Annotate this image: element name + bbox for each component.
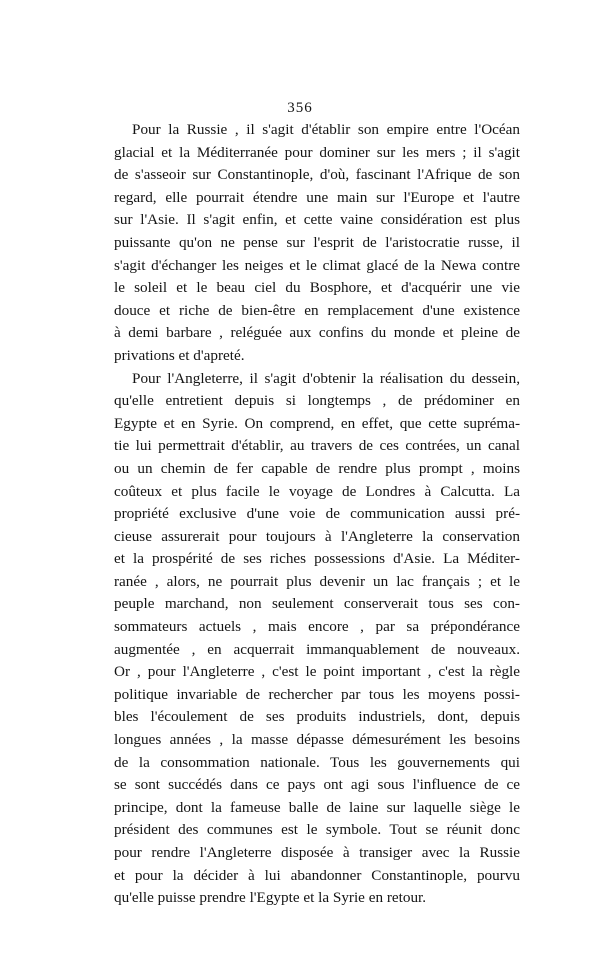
paragraph-2-line: pour rendre l'Angleterre disposée à transiger avec la Russie [114, 844, 520, 861]
paragraph-1-line: de s'asseoir sur Constantinople, d'où, fascinant l'Afrique de son [114, 166, 520, 184]
body-text [114, 119, 520, 910]
paragraph-2-line: se sont succédés dans ce pays ont agi sous l'influence de ce [114, 776, 520, 794]
paragraph-2-line: bles l'écoulement de ses produits industriels, dont, depuis [114, 708, 520, 726]
paragraph-1-line: privations et d'apreté. [114, 346, 245, 364]
paragraph-2-line: ranée , alors, ne pourrait plus devenir un lac français ; et le [114, 572, 520, 590]
paragraph-2-line: politique invariable de rechercher par tous les moyens possi- [114, 685, 520, 703]
paragraph-1-line: puissante qu'on ne pense sur l'esprit de l'aristocratie russe, il [114, 233, 520, 251]
paragraph-2-line: Or , pour l'Angleterre , c'est le point important , c'est la règle [114, 663, 520, 681]
paragraph-2-line: coûteux et plus facile le voyage de Londres à Calcutta. La [114, 482, 520, 500]
paragraph-2-line: longues années , la masse dépasse démesurément les besoins [114, 731, 520, 749]
paragraph-1-line: Pour la Russie , il s'agit d'établir son empire entre l'Océan [132, 121, 520, 138]
paragraph-1-line: à demi barbare , reléguée aux confins du monde et pleine de [114, 324, 520, 342]
paragraph-2-line: peuple marchand, non seulement conserverait tous ses con- [114, 595, 520, 613]
paragraph-2-line: augmentée , en acquerrait immanquablement de nouveaux. [114, 640, 520, 658]
paragraph-2-line: et pour la décider à lui abandonner Constantinople, pourvu [114, 866, 520, 884]
paragraph-2-line: cieuse assurerait pour toujours à l'Angleterre la conservation [114, 527, 520, 545]
paragraph-2-line: ou un chemin de fer capable de rendre plus prompt , moins [114, 459, 520, 477]
paragraph-2-line: de la consommation nationale. Tous les gouvernements qui [114, 753, 520, 771]
paragraph-2-line: qu'elle puisse prendre l'Egypte et la Syrie en retour. [114, 889, 427, 907]
paragraph-2-line: Egypte et en Syrie. On comprend, en effet, que cette supréma- [114, 414, 520, 432]
paragraph-1-line: douce et riche de bien-être en remplacement d'une existence [114, 301, 520, 319]
paragraph-2-line: propriété exclusive d'une voie de communication aussi pré- [114, 505, 520, 523]
paragraph-2-line: tie lui permettrait d'établir, au travers de ces contrées, un canal [114, 437, 520, 455]
paragraph-2-line: président des communes est le symbole. Tout se réunit donc [114, 821, 520, 839]
paragraph-2-line: Pour l'Angleterre, il s'agit d'obtenir la réalisation du dessein, [132, 369, 520, 387]
paragraph-1-line: glacial et la Méditerranée pour dominer sur les mers ; il s'agit [114, 143, 520, 161]
paragraph-1-line: le soleil et le beau ciel du Bosphore, et d'acquérir une vie [114, 279, 520, 297]
paragraph-2-line: et la prospérité de ses riches possessions d'Asie. La Méditer- [114, 550, 520, 568]
page-number: 356 [287, 100, 313, 116]
paragraph-1-line: regard, elle pourrait étendre une main sur l'Europe et l'autre [114, 188, 520, 206]
paragraph-1-line: s'agit d'échanger les neiges et le climat glacé de la Newa contre [114, 256, 520, 274]
paragraph-2-line: principe, dont la fameuse balle de laine sur laquelle siège le [114, 798, 520, 816]
paragraph-1-line: sur l'Asie. Il s'agit enfin, et cette vaine considération est plus [114, 211, 520, 229]
paragraph-2-line: qu'elle entretient depuis si longtemps , de prédominer en [114, 392, 520, 410]
paragraph-2-line: sommateurs actuels , mais encore , par sa prépondérance [114, 618, 520, 636]
